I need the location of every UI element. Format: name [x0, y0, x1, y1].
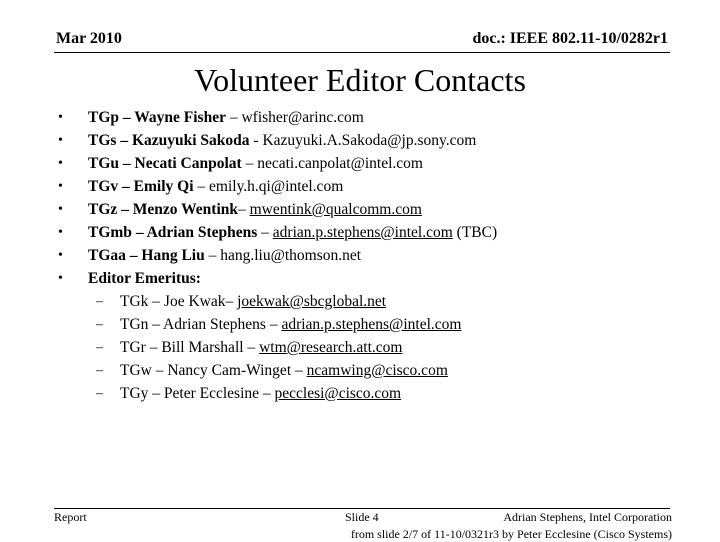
list-item-text — [88, 244, 361, 267]
sub-item-tgn — [58, 313, 678, 336]
list-item-text — [88, 129, 476, 152]
sub-item-tgy — [58, 382, 678, 405]
dash-icon: – — [96, 363, 103, 378]
bullet-icon: • — [58, 133, 63, 148]
list-item-tgmb — [58, 221, 678, 244]
sub-item-label: TGr – Bill Marshall – — [120, 339, 260, 356]
list-item-tgv — [58, 175, 678, 198]
separator: – — [193, 178, 210, 195]
header-doc-id: doc.: IEEE 802.11-10/0282r1 — [472, 30, 668, 47]
header-divider — [54, 52, 670, 53]
list-item-tgs — [58, 129, 678, 152]
separator: – — [257, 224, 273, 241]
editor-name: Wayne Fisher — [134, 109, 226, 126]
editor-email: Kazuyuki.A.Sakoda@jp.sony.com — [262, 132, 477, 149]
sub-item-label: TGy – Peter Ecclesine – — [120, 385, 275, 402]
sub-item-label: TGw – Nancy Cam-Winget – — [120, 362, 307, 379]
email-link[interactable]: joekwak@sbcglobal.net — [237, 293, 387, 310]
footer-label: Report — [54, 510, 87, 524]
editor-email: hang.liu@thomson.net — [220, 247, 362, 264]
slide-number: Slide 4 — [345, 510, 379, 524]
bullet-icon: • — [58, 225, 63, 240]
group-label: TGmb — [88, 224, 132, 241]
sub-item-label: TGk – Joe Kwak– — [120, 293, 238, 310]
dash-icon: – — [96, 340, 103, 355]
bullet-icon: • — [58, 271, 63, 286]
dash-icon: – — [96, 386, 103, 401]
separator: – — [119, 109, 135, 126]
separator: – — [131, 224, 147, 241]
group-label: TGp — [88, 109, 120, 126]
separator: – — [119, 155, 135, 172]
slide-title: Volunteer Editor Contacts — [194, 62, 526, 98]
editor-name: Menzo Wentink — [132, 201, 238, 218]
group-label: TGaa — [88, 247, 126, 264]
list-item-tgu — [58, 152, 678, 175]
bullet-icon: • — [58, 179, 63, 194]
editor-name: Hang Liu — [141, 247, 205, 264]
email-link[interactable]: pecclesi@cisco.com — [274, 385, 402, 402]
emeritus-label — [88, 267, 201, 290]
group-label: TGu — [88, 155, 120, 172]
separator: – — [204, 247, 221, 264]
group-label: TGv — [88, 178, 119, 195]
editor-email: emily.h.qi@intel.com — [209, 178, 344, 195]
editor-email: wfisher@arinc.com — [241, 109, 364, 126]
sub-item-label: TGn – Adrian Stephens – — [120, 316, 282, 333]
separator: – — [116, 132, 132, 149]
editor-name: Adrian Stephens — [146, 224, 258, 241]
dash-icon: – — [96, 294, 103, 309]
separator: - — [249, 132, 263, 149]
dash-icon: – — [96, 317, 103, 332]
email-link[interactable]: adrian.p.stephens@intel.com — [281, 316, 462, 333]
editor-name: Emily Qi — [133, 178, 194, 195]
sub-item-tgw — [58, 359, 678, 382]
list-item-text — [88, 198, 422, 221]
list-item-text — [88, 221, 497, 244]
group-label: TGz — [88, 201, 118, 218]
footer-author: Adrian Stephens, Intel Corporation — [503, 510, 672, 524]
footer-divider — [54, 508, 670, 509]
sub-item-text — [120, 313, 461, 336]
contact-list — [58, 106, 678, 405]
list-item-emeritus — [58, 267, 678, 290]
sub-item-text — [120, 359, 448, 382]
sub-item-tgr — [58, 336, 678, 359]
sub-item-text — [120, 290, 386, 313]
group-label: TGs — [88, 132, 117, 149]
email-link[interactable]: adrian.p.stephens@intel.com — [272, 224, 453, 241]
sub-item-text — [120, 382, 401, 405]
separator: – — [125, 247, 142, 264]
separator: – — [238, 201, 250, 218]
bullet-icon: • — [58, 248, 63, 263]
bullet-icon: • — [58, 156, 63, 171]
separator: – — [118, 178, 134, 195]
footer-source: from slide 2/7 of 11-10/0321r3 by Peter Ecclesine (Cisco Systems) — [350, 527, 672, 541]
bullet-icon: • — [58, 202, 63, 217]
list-item-tgaa — [58, 244, 678, 267]
editor-email: necati.canpolat@intel.com — [257, 155, 423, 172]
list-item-tgp — [58, 106, 678, 129]
email-link[interactable]: mwentink@qualcomm.com — [249, 201, 422, 218]
bullet-icon: • — [58, 110, 63, 125]
editor-name: Kazuyuki Sakoda — [131, 132, 250, 149]
header-date: Mar 2010 — [56, 30, 122, 47]
email-link[interactable]: wtm@research.att.com — [259, 339, 403, 356]
suffix-note: (TBC) — [452, 224, 498, 241]
sub-item-tgk — [58, 290, 678, 313]
sub-item-text — [120, 336, 402, 359]
emeritus-heading: Editor Emeritus: — [88, 270, 201, 287]
list-item-text — [88, 175, 343, 198]
editor-name: Necati Canpolat — [134, 155, 242, 172]
list-item-text — [88, 106, 364, 129]
separator: – — [241, 155, 258, 172]
separator: – — [117, 201, 133, 218]
list-item-tgz — [58, 198, 678, 221]
email-link[interactable]: ncamwing@cisco.com — [306, 362, 448, 379]
separator: – — [225, 109, 242, 126]
list-item-text — [88, 152, 423, 175]
